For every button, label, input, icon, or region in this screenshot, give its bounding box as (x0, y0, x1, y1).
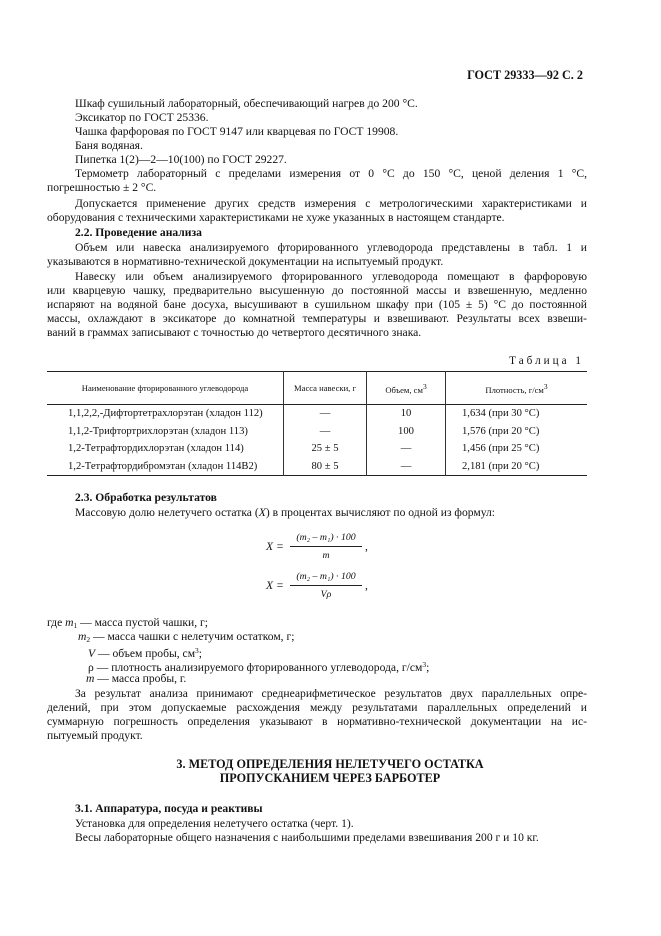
symbol-m2-index: 2 (86, 635, 91, 644)
cell-mass: — (284, 423, 367, 441)
paragraph-line: массы, охлаждают в эксикаторе до комнатной температуры и взвешивают. Результаты всех взвеши- (47, 312, 587, 325)
page-header: ГОСТ 29333—92 С. 2 (467, 68, 583, 82)
formula-1-numerator: (m₂ – m₁) · 100 (296, 532, 356, 543)
table-caption: Таблица 1 (509, 355, 584, 367)
formula-1-comma: , (365, 540, 368, 553)
result-line: суммарную погрешность определения указывают в нормативно-технической документации на ис- (47, 715, 587, 728)
formula-intro-start: Массовую долю нелетучего остатка ( (75, 506, 259, 519)
paragraph-line: Установка для определения нелетучего остатка (черт. 1). (75, 817, 354, 830)
definition-m (86, 672, 626, 686)
formula-intro (75, 506, 615, 520)
paragraph-line: Объем или навеска анализируемого фторированного углеводорода представлены в табл. 1 и (75, 241, 587, 254)
equipment-line: Баня водяная. (75, 139, 143, 152)
where-word: где (47, 616, 63, 629)
definition-rho-exponent: 3 (422, 660, 427, 669)
result-line: За результат анализа принимают среднеарифметическое результатов двух параллельных опре- (75, 687, 587, 700)
paragraph-line: Навеску или объем анализируемого фторированного углеводорода помещают в фарфоровую (75, 270, 587, 283)
paragraph-line: указываются в нормативно-технической документации на испытуемый продукт. (47, 255, 444, 268)
formula-2-numerator: (m₂ – m₁) · 100 (296, 571, 356, 582)
cell-density: 1,634 (при 30 °С) (446, 405, 588, 423)
allowance-line: оборудования с техническими характеристиками не хуже указанных в настоящем стандарте. (47, 211, 505, 224)
section-3-title: 3. МЕТОД ОПРЕДЕЛЕНИЯ НЕЛЕТУЧЕГО ОСТАТКА (176, 757, 484, 771)
paragraph-line: Весы лабораторные общего назначения с наибольшими пределами взвешивания 200 г и 10 кг. (75, 831, 539, 844)
equipment-line: Шкаф сушильный лабораторный, обеспечивающий нагрев до 200 °С. (75, 97, 418, 110)
cell-mass: 25 ± 5 (284, 440, 367, 458)
result-line: пытуемый продукт. (47, 729, 143, 742)
allowance-line: Допускается применение других средств измерения с метрологическими характеристиками и (75, 197, 587, 210)
cell-density: 2,181 (при 20 °С) (446, 458, 588, 476)
table-row (47, 405, 587, 423)
definition-v-exponent: 3 (195, 646, 199, 655)
formula-2-fraction-bar (290, 585, 362, 586)
formula-1-lhs: X = (266, 540, 284, 553)
definition-m1-text: — масса пустой чашки, г; (77, 616, 209, 629)
table-row (47, 423, 587, 441)
definition-m2-text: — масса чашки с нелетучим остатком, г; (90, 630, 295, 643)
formula-1-denominator: m (322, 550, 330, 561)
formula-1-fraction-bar (290, 546, 362, 547)
symbol-rho: ρ (88, 661, 94, 674)
equipment-line: Эксикатор по ГОСТ 25336. (75, 111, 209, 124)
symbol-m: m (86, 672, 95, 685)
formula-2-comma: , (365, 579, 368, 592)
paragraph-line: испаряют на водяной бане досуха, высушивают в сушильном шкафу при (105 ± 5) °С до постоянной (47, 298, 587, 311)
paragraph-line: или кварцевую чашку, предварительно высушенную до постоянной массы и взвешенную, медленно (47, 284, 587, 297)
formula-intro-variable: X (258, 506, 266, 519)
cell-density: 1,456 (при 25 °С) (446, 440, 588, 458)
equipment-line: Чашка фарфоровая по ГОСТ 9147 или кварцевая по ГОСТ 19908. (75, 125, 399, 138)
section-3-title-cont: ПРОПУСКАНИЕМ ЧЕРЕЗ БАРБОТЕР (219, 771, 441, 785)
cell-name: 1,2-Тетрафтордибромэтан (хладон 114В2) (68, 460, 258, 472)
definition-rho-text: — плотность анализируемого фторированного углеводорода, г/см (93, 661, 423, 674)
cell-volume: — (367, 458, 446, 476)
equipment-line: Термометр лабораторный с пределами измерения от 0 °С до 150 °С, ценой деления 1 °С, (75, 167, 587, 180)
formula-2-lhs: X = (266, 579, 284, 592)
cell-volume: 10 (367, 405, 446, 423)
result-line: делений, при этом допускаемые расхождения между результатами параллельных определений и (47, 701, 587, 714)
cell-name: 1,1,2-Трифтортрихлорэтан (хладон 113) (68, 425, 248, 437)
section-3-1-heading: 3.1. Аппаратура, посуда и реактивы (75, 802, 263, 815)
column-header-density-text: Плотность, г/см (485, 384, 544, 395)
cell-name: 1,2-Тетрафтордихлорэтан (хладон 114) (68, 443, 244, 455)
column-header-volume-text: Объем, см (385, 384, 423, 395)
cell-name: 1,1,2,2,-Дифтортетрахлорэтан (хладон 112) (68, 408, 263, 420)
equipment-line: погрешностью ± 2 °С. (47, 181, 157, 194)
definition-v-end: ; (198, 647, 203, 660)
symbol-m1: m (65, 616, 74, 629)
table-row (47, 440, 587, 458)
cell-volume: — (367, 440, 446, 458)
density-table (47, 371, 587, 476)
formula-2-denominator: Vρ (320, 589, 332, 600)
formula-intro-end: ) в процентах вычисляют по одной из формул: (265, 506, 495, 519)
column-header-mass: Масса навески, г (284, 372, 367, 405)
volume-unit-exponent: 3 (422, 381, 427, 391)
column-header-volume (367, 372, 446, 405)
symbol-m1-index: 1 (73, 621, 78, 630)
equipment-line: Пипетка 1(2)—2—10(100) по ГОСТ 29227. (75, 153, 287, 166)
column-header-name: Наименование фторированного углеводорода (81, 383, 249, 393)
definition-v-text: — объем пробы, см (95, 647, 196, 660)
table-row (47, 458, 587, 476)
cell-mass: — (284, 405, 367, 423)
cell-density: 1,576 (при 20 °С) (446, 423, 588, 441)
table-header-row (47, 372, 587, 405)
definition-rho-end: ; (426, 661, 430, 674)
paragraph-line: ваний в граммах записывают с точностью до четвертого десятичного знака. (47, 326, 422, 339)
symbol-v: V (88, 647, 96, 660)
column-header-density (446, 372, 588, 405)
cell-volume: 100 (367, 423, 446, 441)
density-unit-exponent: 3 (543, 381, 548, 391)
definition-m-text: — масса пробы, г. (94, 672, 187, 685)
section-2-2-heading: 2.2. Проведение анализа (75, 226, 202, 239)
symbol-m2: m (78, 630, 87, 643)
section-2-3-heading: 2.3. Обработка результатов (75, 491, 217, 504)
cell-mass: 80 ± 5 (284, 458, 367, 476)
